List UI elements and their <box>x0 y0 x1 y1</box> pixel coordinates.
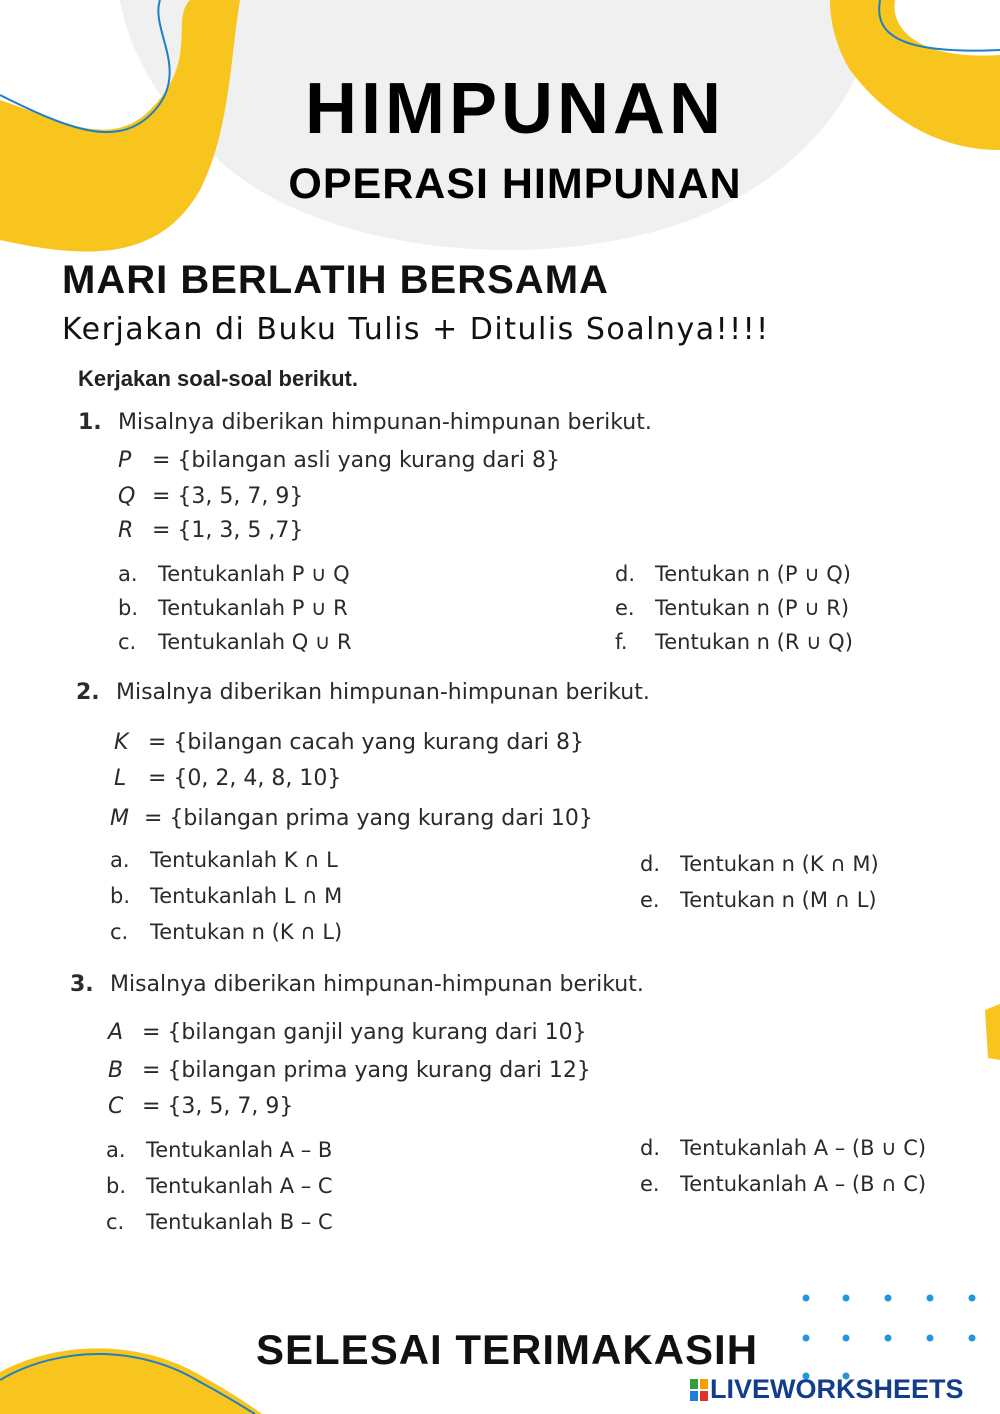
task-text: Tentukan n (K ∩ M) <box>680 852 879 876</box>
set-name: C <box>108 1094 124 1119</box>
set-definition <box>108 1058 591 1083</box>
set-name: R <box>118 518 134 543</box>
task-item <box>118 630 352 654</box>
task-text: Tentukan n (P ∪ Q) <box>655 562 851 586</box>
set-name: P <box>118 448 132 473</box>
task-letter: a. <box>106 1138 126 1162</box>
task-item <box>106 1210 333 1234</box>
set-value: = {1, 3, 5 ,7} <box>152 518 304 543</box>
yellow-tab-right <box>985 1004 1000 1060</box>
task-text: Tentukan n (P ∪ R) <box>655 596 850 620</box>
task-item <box>118 562 350 586</box>
task-item <box>615 630 853 654</box>
set-value: = {3, 5, 7, 9} <box>142 1094 294 1119</box>
question-prompt: Misalnya diberikan himpunan-himpunan berikut. <box>116 680 650 705</box>
set-value: = {bilangan prima yang kurang dari 12} <box>142 1058 591 1083</box>
question-3 <box>70 972 644 997</box>
task-item <box>640 1136 926 1160</box>
task-text: Tentukanlah Q ∪ R <box>158 630 352 654</box>
task-letter: e. <box>615 596 635 620</box>
set-definition <box>118 448 560 473</box>
dot-grid <box>803 1295 976 1380</box>
set-definition <box>114 730 584 755</box>
question-1 <box>78 410 652 435</box>
set-name: B <box>108 1058 124 1083</box>
task-letter: e. <box>640 1172 660 1196</box>
set-value: = {bilangan asli yang kurang dari 8} <box>152 448 561 473</box>
task-text: Tentukanlah P ∪ Q <box>158 562 350 586</box>
set-name: Q <box>118 484 136 509</box>
task-text: Tentukanlah A – C <box>146 1174 333 1198</box>
set-name: M <box>110 806 129 831</box>
task-item <box>110 848 338 872</box>
yellow-swoosh-bottom-left <box>0 1348 262 1414</box>
question-2 <box>76 680 650 705</box>
task-text: Tentukanlah P ∪ R <box>158 596 348 620</box>
set-definition <box>118 518 303 543</box>
task-item <box>118 596 348 620</box>
task-letter: b. <box>106 1174 127 1198</box>
task-text: Tentukanlah A – B <box>146 1138 333 1162</box>
task-text: Tentukan n (K ∩ L) <box>150 920 343 944</box>
task-text: Tentukanlah A – (B ∩ C) <box>680 1172 927 1196</box>
task-letter: b. <box>118 596 139 620</box>
task-item <box>615 596 849 620</box>
task-letter: b. <box>110 884 131 908</box>
set-value: = {bilangan ganjil yang kurang dari 10} <box>142 1020 587 1045</box>
task-text: Tentukan n (R ∪ Q) <box>655 630 853 654</box>
brand-name: LIVEWORKSHEETS <box>710 1374 964 1404</box>
set-value: = {3, 5, 7, 9} <box>152 484 304 509</box>
task-item <box>110 884 342 908</box>
task-letter: d. <box>640 1136 661 1160</box>
task-item <box>615 562 851 586</box>
set-definition <box>118 484 303 509</box>
task-item <box>640 1172 926 1196</box>
task-text: Tentukanlah A – (B ∪ C) <box>680 1136 927 1160</box>
set-definition <box>108 1094 293 1119</box>
set-definition <box>110 806 593 831</box>
section-heading: MARI BERLATIH BERSAMA <box>62 258 609 302</box>
question-number: 2. <box>76 680 100 705</box>
task-item <box>640 888 877 912</box>
task-letter: f. <box>615 630 628 654</box>
question-prompt: Misalnya diberikan himpunan-himpunan berikut. <box>118 410 652 435</box>
set-name: A <box>108 1020 124 1045</box>
set-value: = {bilangan prima yang kurang dari 10} <box>144 806 593 831</box>
exercise-heading: Kerjakan soal-soal berikut. <box>78 366 358 391</box>
set-value: = {0, 2, 4, 8, 10} <box>148 766 342 791</box>
task-text: Tentukanlah B – C <box>146 1210 333 1234</box>
task-item <box>640 852 879 876</box>
task-letter: e. <box>640 888 660 912</box>
question-number: 3. <box>70 972 94 997</box>
task-letter: c. <box>118 630 137 654</box>
task-text: Tentukanlah K ∩ L <box>150 848 338 872</box>
task-item <box>110 920 342 944</box>
question-number: 1. <box>78 410 102 435</box>
set-value: = {bilangan cacah yang kurang dari 8} <box>148 730 584 755</box>
task-letter: a. <box>110 848 130 872</box>
task-letter: d. <box>640 852 661 876</box>
task-text: Tentukan n (M ∩ L) <box>680 888 877 912</box>
page-subtitle: OPERASI HIMPUNAN <box>288 160 742 208</box>
task-item <box>106 1138 332 1162</box>
question-prompt: Misalnya diberikan himpunan-himpunan berikut. <box>110 972 644 997</box>
task-letter: d. <box>615 562 636 586</box>
liveworksheets-icon <box>690 1379 708 1401</box>
instruction-line: Kerjakan di Buku Tulis + Ditulis Soalnya!!!! <box>62 312 770 347</box>
set-name: L <box>114 766 127 791</box>
task-letter: c. <box>106 1210 125 1234</box>
task-text: Tentukanlah L ∩ M <box>150 884 343 908</box>
task-letter: a. <box>118 562 138 586</box>
task-letter: c. <box>110 920 129 944</box>
footer-closing: SELESAI TERIMAKASIH <box>256 1326 759 1373</box>
set-definition <box>108 1020 587 1045</box>
liveworksheets-logo[interactable] <box>690 1374 964 1405</box>
set-definition <box>114 766 341 791</box>
task-item <box>106 1174 333 1198</box>
page-title: HIMPUNAN <box>305 69 725 149</box>
set-name: K <box>114 730 129 755</box>
